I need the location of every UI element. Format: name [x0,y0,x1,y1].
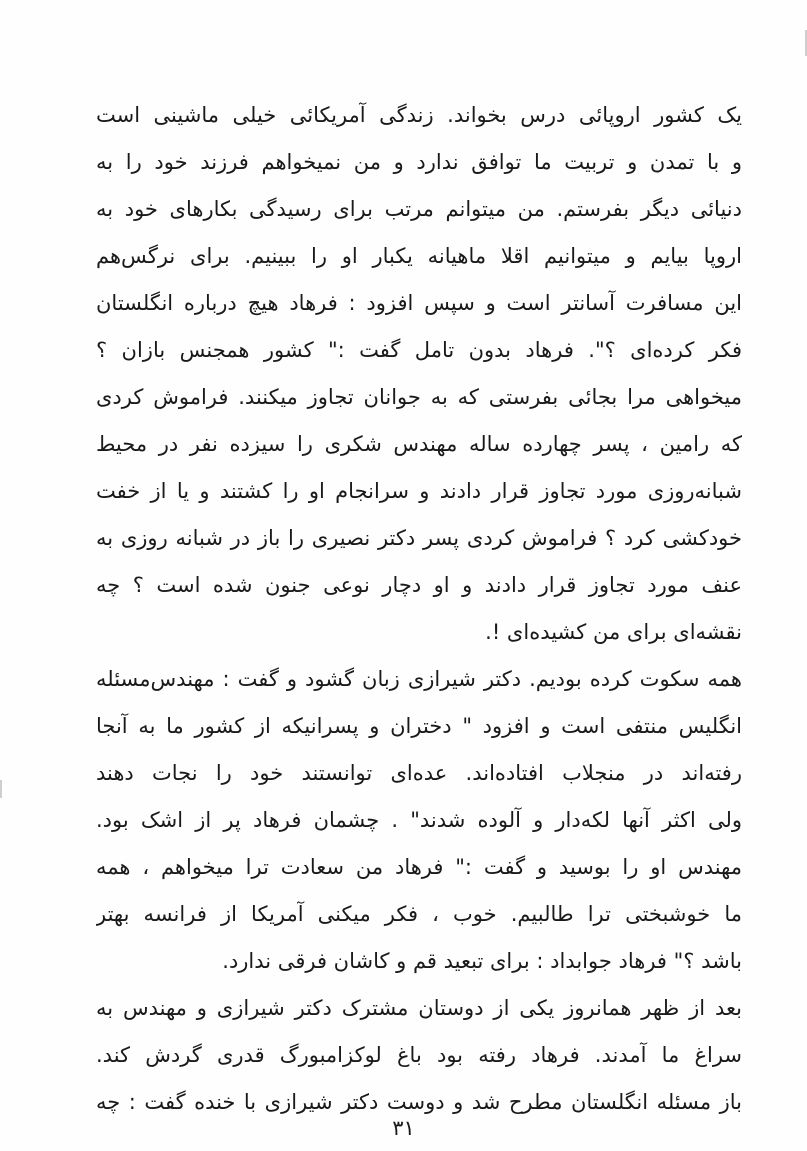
text-line: باشد ؟" فرهاد جوابداد : برای تبعید قم و کاشان فرقی ندارد. [222,949,742,973]
page-number: ۳۱ [392,1116,415,1140]
text-line: بعد از ظهر همانروز یکی از دوستان مشترک دکتر شیرازی و مهندس به [96,996,742,1020]
text-line: عنف مورد تجاوز قرار دادند و او دچار نوعی جنون شده است ؟ چه [96,573,742,597]
text-line: رفته‌اند در منجلاب افتاده‌اند. عده‌ای توانستند خود را نجات دهند [96,761,742,785]
text-line: همه سکوت کرده بودیم. دکتر شیرازی زبان گشود و گفت : مهندس‌مسئله [96,667,742,691]
text-line: و با تمدن و تربیت ما توافق ندارد و من نمیخواهم فرزند خود را به [96,150,742,174]
text-line: باز مسئله انگلستان مطرح شد و دوست دکتر شیرازی با خنده گفت : چه [96,1090,742,1114]
text-line: نقشه‌ای برای من کشیده‌ای !. [485,620,742,644]
text-line: این مسافرت آسانتر است و سپس افزود : فرهاد هیچ درباره انگلستان [96,291,742,315]
text-line: مهندس او را بوسید و گفت :" فرهاد من سعادت ترا میخواهم ، همه [96,855,742,879]
text-line: اروپا بیایم و میتوانیم اقلا ماهیانه یکبار او را ببینیم. برای نرگس‌هم [96,244,742,268]
scan-edge-mark [0,780,2,798]
text-line: یک کشور اروپائی درس بخواند. زندگی آمریکائی خیلی ماشینی است [96,103,742,127]
text-line: انگلیس منتفی است و افزود " دختران و پسرانیکه از کشور ما به آنجا [96,714,742,738]
text-line: سراغ ما آمدند. فرهاد رفته بود باغ لوکزامبورگ قدری گردش کند. [96,1043,742,1067]
text-line: ما خوشبختی ترا طالبیم. خوب ، فکر میکنی آمریکا از فرانسه بهتر [96,902,742,926]
text-line: خودکشی کرد ؟ فراموش کردی پسر دکتر نصیری را باز در شبانه روزی به [96,526,742,550]
text-line: فکر کرده‌ای ؟". فرهاد بدون تامل گفت :" کشور همجنس بازان ؟ [96,338,742,362]
body-text [96,92,742,1126]
text-line: شبانه‌روزی مورد تجاوز قرار دادند و سرانجام او را کشتند و یا از خفت [96,479,742,503]
text-line: که رامین ، پسر چهارده ساله مهندس شکری را سیزده نفر در محیط [96,432,742,456]
text-line: میخواهی مرا بجائی بفرستی که به جوانان تجاوز میکنند. فراموش کردی [96,385,742,409]
text-line: دنیائی دیگر بفرستم. من میتوانم مرتب برای رسیدگی بکارهای خود به [96,197,742,221]
text-line: ولی اکثر آنها لکه‌دار و آلوده شدند" . چشمان فرهاد پر از اشک بود. [96,808,742,832]
